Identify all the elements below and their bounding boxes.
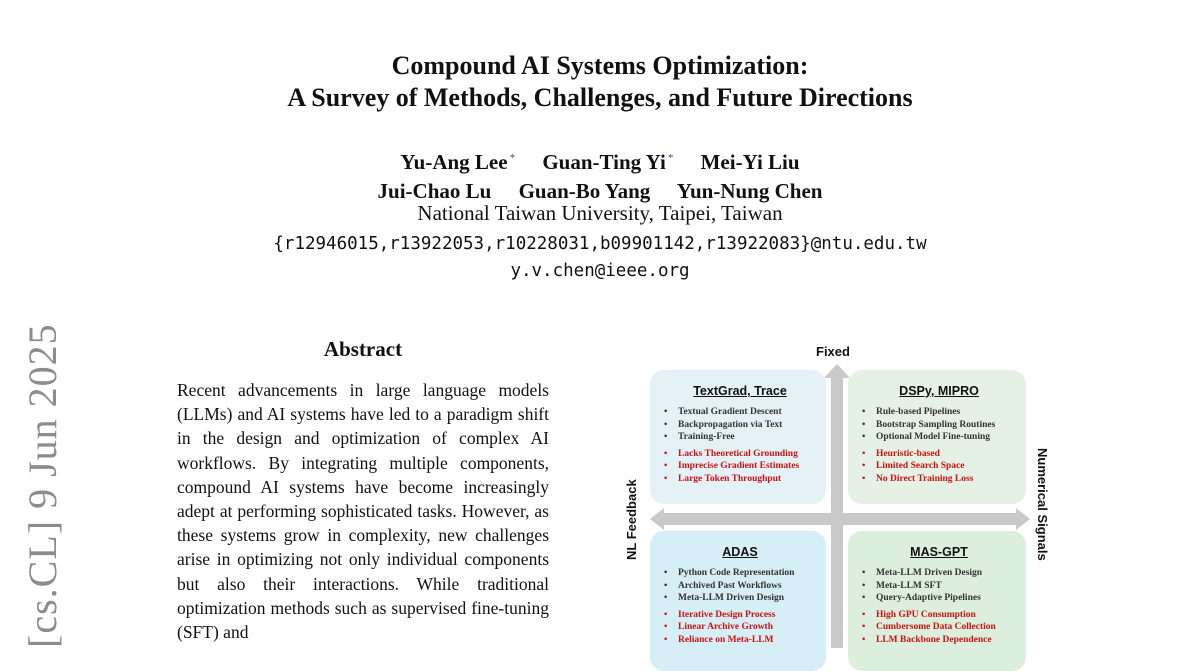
author-name: Yun-Nung Chen <box>676 179 823 203</box>
author-list <box>0 144 1200 206</box>
list-item: • No Direct Training Loss <box>862 473 1016 486</box>
vertical-axis <box>824 364 850 648</box>
list-item: • Meta-LLM Driven Design <box>862 567 1016 580</box>
author-name: Guan-Bo Yang <box>518 179 651 203</box>
paper-title <box>0 50 1200 114</box>
author-name: Mei-Yi Liu <box>700 150 800 174</box>
list-item: • Optional Model Fine-tuning <box>862 431 1016 444</box>
list-item: • Limited Search Space <box>862 460 1016 473</box>
cons-list <box>862 609 1016 647</box>
cons-list <box>664 448 816 486</box>
list-item: • Textual Gradient Descent <box>664 406 816 419</box>
pros-list <box>862 406 1016 444</box>
list-item: • Imprecise Gradient Estimates <box>664 460 816 473</box>
title-line-1: Compound AI Systems Optimization: <box>391 51 809 80</box>
equal-contribution-mark: * <box>667 152 674 164</box>
equal-contribution-mark: * <box>509 152 516 164</box>
pros-list <box>664 406 816 444</box>
list-item: • Reliance on Meta-LLM <box>664 634 816 647</box>
affiliation: National Taiwan University, Taipei, Taiwan <box>417 201 783 225</box>
list-item: • LLM Backbone Dependence <box>862 634 1016 647</box>
pros-list <box>862 567 1016 605</box>
arxiv-stamp-text: [cs.CL] 9 Jun 2025 <box>20 323 65 648</box>
pros-list <box>664 567 816 605</box>
axis-label-right: Numerical Signals <box>1035 448 1050 561</box>
quadrant-title: DSPy, MIPRO <box>899 384 979 398</box>
email-line-1: {r12946015,r13922053,r10228031,b09901142,r13922083}@ntu.edu.tw <box>273 234 927 254</box>
list-item: • Meta-LLM Driven Design <box>664 592 816 605</box>
abstract-text: Recent advancements in large language models (LLMs) and AI systems have led to a paradigm shift in the design and optimization of complex AI workflows. By integrating multiple components, compound AI systems have become increasingly adept at performing sophisticated tasks. However, as these systems grow in complexity, new challenges arise in optimizing not only individual components but also their interactions. While traditional optimization methods such as supervised fine-tuning (SFT) and <box>177 380 549 643</box>
list-item: • Heuristic-based <box>862 448 1016 461</box>
list-item: • Backpropagation via Text <box>664 419 816 432</box>
list-item: • Large Token Throughput <box>664 473 816 486</box>
quadrant-bottom-right <box>848 531 1026 671</box>
arxiv-stamp <box>20 323 76 648</box>
list-item: • Query-Adaptive Pipelines <box>862 592 1016 605</box>
author-name: Yu-Ang Lee <box>400 150 508 174</box>
quadrant-bottom-left <box>650 531 826 671</box>
author-line-1 <box>0 144 1200 177</box>
author-name: Guan-Ting Yi <box>542 150 666 174</box>
cons-list <box>862 448 1016 486</box>
axis-label-top: Fixed <box>816 344 850 359</box>
list-item: • Archived Past Workflows <box>664 580 816 593</box>
list-item: • Lacks Theoretical Grounding <box>664 448 816 461</box>
list-item: • Rule-based Pipelines <box>862 406 1016 419</box>
quadrant-top-right <box>848 370 1026 504</box>
author-name: Jui-Chao Lu <box>377 179 492 203</box>
list-item: • Cumbersome Data Collection <box>862 621 1016 634</box>
abstract-heading: Abstract <box>323 337 403 361</box>
axis-label-left: NL Feedback <box>624 479 639 560</box>
figure-quadrant-diagram <box>618 338 1058 648</box>
email-block <box>0 231 1200 285</box>
quadrant-title: MAS-GPT <box>910 545 968 559</box>
quadrant-title: TextGrad, Trace <box>693 384 787 398</box>
list-item: • High GPU Consumption <box>862 609 1016 622</box>
list-item: • Bootstrap Sampling Routines <box>862 419 1016 432</box>
list-item: • Iterative Design Process <box>664 609 816 622</box>
quadrant-title: ADAS <box>722 545 758 559</box>
list-item: • Training-Free <box>664 431 816 444</box>
title-line-2: A Survey of Methods, Challenges, and Future Directions <box>287 83 913 112</box>
email-line-2: y.v.chen@ieee.org <box>510 261 690 281</box>
cons-list <box>664 609 816 647</box>
quadrant-top-left <box>650 370 826 504</box>
list-item: • Python Code Representation <box>664 567 816 580</box>
abstract-body <box>177 378 549 644</box>
list-item: • Linear Archive Growth <box>664 621 816 634</box>
list-item: • Meta-LLM SFT <box>862 580 1016 593</box>
